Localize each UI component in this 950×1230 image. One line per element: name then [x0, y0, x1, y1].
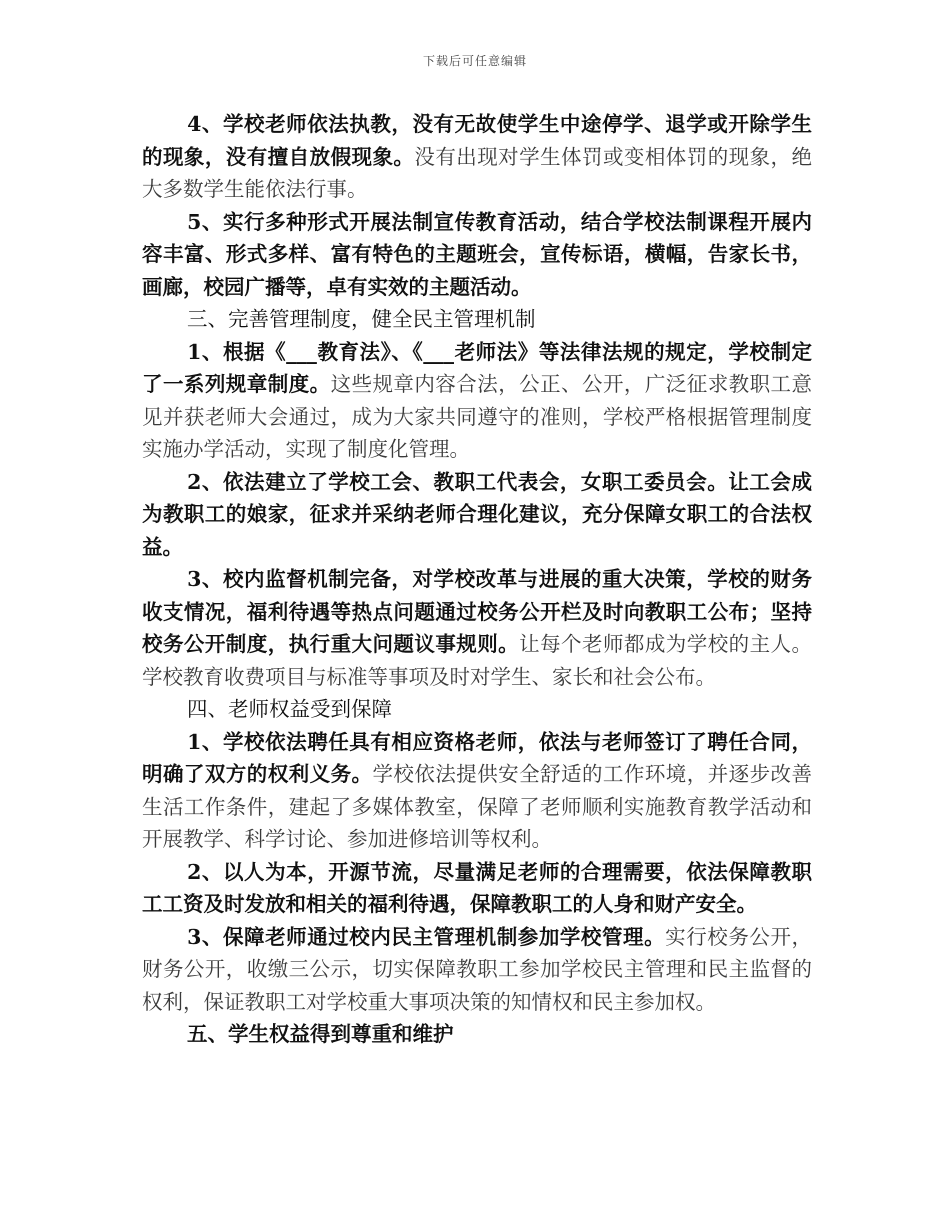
- section-heading-3: 三、完善管理制度，健全民主管理机制: [187, 307, 536, 331]
- paragraph-welfare: [142, 856, 812, 921]
- page-header: 下载后可任意编辑: [422, 54, 527, 68]
- paragraph-democratic-management: [142, 921, 812, 1019]
- paragraph-bold-text: 3、保障老师通过校内民主管理机制参加学校管理。: [187, 924, 666, 949]
- paragraph-bold-text: 2、以人为本，开源节流，尽量满足老师的合理需要，依法保障教职工工资及时发放和相关的福利待遇，保障教职工的人身和财产安全。: [142, 859, 812, 916]
- paragraph-bold-text: 1、根据《___教育法》、《___老师法》等法律法规的规定，学校制定了一系列规章制度。: [142, 339, 812, 396]
- paragraph-bold-text: 3、校内监督机制完备，对学校改革与进展的重大决策，学校的财务收支情况，福利待遇等热点问题通过校务公开栏及时向教职工公布；坚持校务公开制度，执行重大问题议事规则。: [142, 567, 812, 656]
- paragraph-text: 这些规章内容合法，公正、公开，广泛征求教职工意见并获老师大会通过，成为大家共同遵守的准则，学校严格根据管理制度实施办学活动，实现了制度化管理。: [142, 372, 813, 461]
- paragraph-regulations: [142, 336, 812, 466]
- paragraph-text: 没有出现对学生体罚或变相体罚的现象，绝大多数学生能依法行事。: [142, 144, 813, 201]
- section-heading-5: 五、学生权益得到尊重和维护: [187, 1022, 454, 1046]
- document-body: [142, 108, 812, 1051]
- paragraph-text: 实行校务公开，财务公开，收缴三公示，切实保障教职工参加学校民主管理和民主监督的权利，保证教职工对学校重大事项决策的知情权和民主参加权。: [142, 924, 813, 1014]
- paragraph-union: [142, 466, 812, 564]
- paragraph-4-conduct: [142, 108, 812, 206]
- paragraph-supervision: [142, 563, 812, 693]
- section-heading-4: 四、老师权益受到保障: [187, 697, 392, 721]
- paragraph-text: 让每个老师都成为学校的主人。学校教育收费项目与标准等事项及时对学生、家长和社会公布。: [142, 632, 813, 689]
- paragraph-text: 学校依法提供安全舒适的工作环境，并逐步改善生活工作条件，建起了多媒体教室，保障了老师顺利实施教育教学活动和开展教学、科学讨论、参加进修培训等权利。: [142, 762, 812, 851]
- paragraph-5-legal-education: [142, 206, 812, 304]
- paragraph-bold-text: 5、实行多种形式开展法制宣传教育活动，结合学校法制课程开展内容丰富、形式多样、富有特色的主题班会，宣传标语，横幅，告家长书，画廊，校园广播等，卓有实效的主题活动。: [142, 209, 812, 299]
- paragraph-teacher-hiring: [142, 726, 812, 856]
- paragraph-bold-text: 4、学校老师依法执教，没有无故使学生中途停学、退学或开除学生的现象，没有擅自放假现象。: [142, 112, 812, 169]
- paragraph-bold-text: 2、依法建立了学校工会、教职工代表会，女职工委员会。让工会成为教职工的娘家，征求并采纳老师合理化建议，充分保障女职工的合法权益。: [142, 469, 812, 559]
- paragraph-bold-text: 1、学校依法聘任具有相应资格老师，依法与老师签订了聘任合同，明确了双方的权利义务。: [142, 729, 812, 786]
